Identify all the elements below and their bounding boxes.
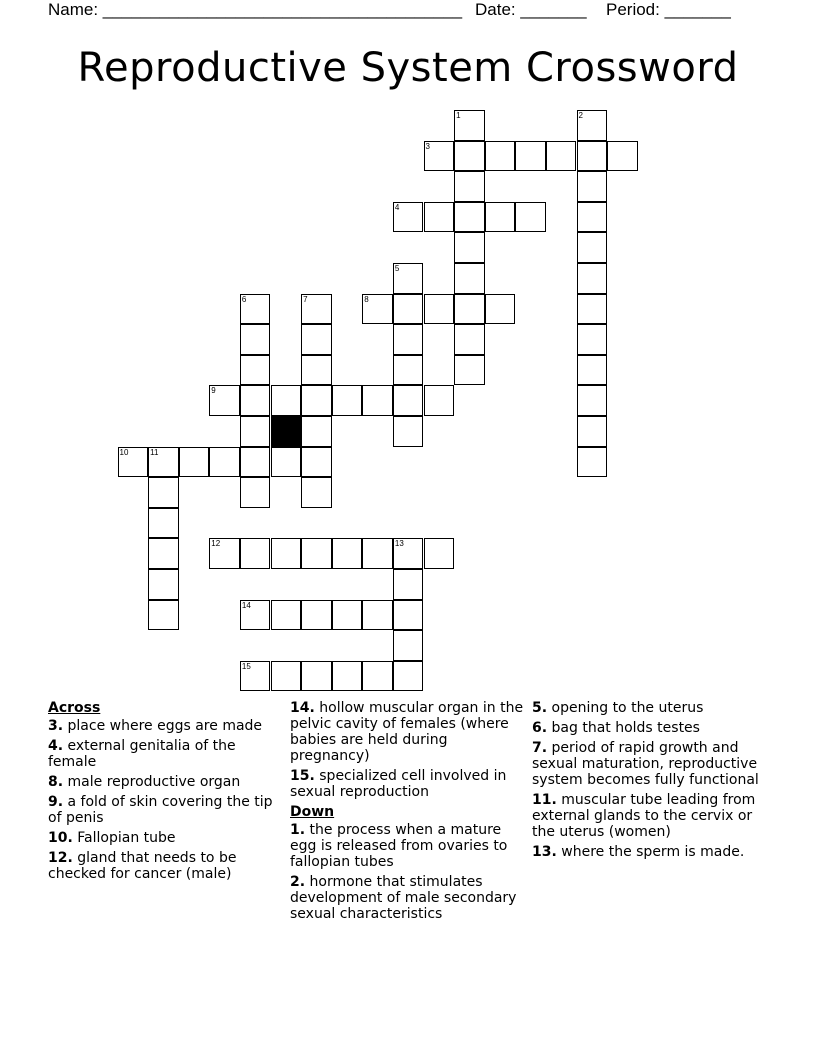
clue-across-3: 3. place where eggs are made [48,718,263,734]
grid-cell[interactable] [362,600,393,631]
grid-cell-3[interactable] [424,141,455,172]
clue-across-14: 14. hollow muscular organ in the pelvic cavity of females (where babies are held during pregnancy) [290,700,524,764]
grid-cell[interactable] [454,355,485,386]
grid-cell-15[interactable] [240,661,271,692]
clues-column-3 [532,700,772,864]
clue-down-6: 6. bag that holds testes [532,720,700,736]
grid-cell[interactable] [577,141,608,172]
grid-cell[interactable] [454,294,485,325]
page-title: Reproductive System Crossword [77,45,739,91]
grid-cell[interactable] [485,294,516,325]
grid-cell[interactable] [546,141,577,172]
clue-number-label: 6 [241,294,247,304]
grid-cell[interactable] [179,447,210,478]
clue-number-label: 15 [241,661,251,671]
grid-cell[interactable] [454,324,485,355]
grid-cell[interactable] [424,385,455,416]
grid-cell[interactable] [393,600,424,631]
clue-number-label: 3 [425,141,430,151]
grid-cell[interactable] [454,232,485,263]
clue-across-9: 9. a fold of skin covering the tip of penis [48,794,273,826]
grid-cell-11[interactable] [148,447,179,478]
grid-cell[interactable] [515,141,546,172]
grid-cell[interactable] [424,538,455,569]
grid-cell[interactable] [271,538,302,569]
period-field[interactable]: Period: _______ [606,0,731,19]
clue-down-7: 7. period of rapid growth and sexual maturation, reproductive system becomes fully functional [532,740,759,788]
grid-cell[interactable] [240,416,271,447]
grid-cell[interactable] [393,385,424,416]
grid-cell[interactable] [332,385,363,416]
grid-cell[interactable] [362,661,393,692]
grid-cell[interactable] [577,232,608,263]
grid-cell-2[interactable] [577,110,608,141]
grid-cell[interactable] [454,171,485,202]
grid-cell[interactable] [577,355,608,386]
grid-cell[interactable] [271,661,302,692]
grid-cell[interactable] [362,385,393,416]
clue-down-11: 11. muscular tube leading from external glands to the cervix or the uterus (women) [532,792,756,840]
clue-number-label: 2 [578,111,583,120]
date-field[interactable]: Date: _______ [475,0,587,19]
grid-cell[interactable] [148,569,179,600]
clue-across-15: 15. specialized cell involved in sexual reproduction [290,768,507,800]
grid-cell[interactable] [240,447,271,478]
grid-cell[interactable] [393,416,424,447]
name-field[interactable]: Name: ______________________________________ [48,0,463,19]
clue-down-5: 5. opening to the uterus [532,700,704,716]
grid-cell[interactable] [393,661,424,692]
clue-down-13: 13. where the sperm is made. [532,844,745,860]
clues-column-2 [290,700,526,926]
grid-cell[interactable] [271,600,302,631]
grid-cell[interactable] [577,385,608,416]
grid-cell[interactable] [454,202,485,233]
grid-cell[interactable] [332,538,363,569]
grid-cell[interactable] [240,324,271,355]
grid-cell[interactable] [240,477,271,508]
grid-cell[interactable] [393,324,424,355]
grid-cell[interactable] [301,416,332,447]
clue-number-label: 1 [456,111,461,120]
grid-cell[interactable] [454,141,485,172]
grid-cell-4[interactable] [393,202,424,233]
grid-cell-1[interactable] [454,110,485,141]
clue-number-label: 9 [211,386,216,396]
down-heading: Down [290,804,335,820]
clue-number-label: 8 [364,294,369,304]
grid-cell-7[interactable] [301,294,332,325]
clue-down-1: 1. the process when a mature egg is released from ovaries to fallopian tubes [290,822,508,870]
grid-cell[interactable] [209,447,240,478]
grid-cell[interactable] [424,294,455,325]
grid-cell[interactable] [301,600,332,631]
grid-cell-10[interactable] [118,447,149,478]
grid-cell-5[interactable] [393,263,424,294]
clue-number-label: 13 [394,539,404,549]
grid-cell[interactable] [362,538,393,569]
across-heading: Across [48,700,101,716]
clue-number-label: 4 [394,202,400,212]
grid-cell[interactable] [301,447,332,478]
grid-cell[interactable] [577,447,608,478]
clue-number-label: 12 [211,539,221,549]
grid-cell-14[interactable] [240,600,271,631]
grid-cell[interactable] [301,355,332,386]
grid-cell[interactable] [577,324,608,355]
grid-cell[interactable] [271,385,302,416]
grid-cell[interactable] [393,630,424,661]
clue-down-2: 2. hormone that stimulates development of male secondary sexual characteristics [290,874,517,922]
grid-cell[interactable] [577,202,608,233]
grid-cell[interactable] [485,141,516,172]
grid-cell[interactable] [424,202,455,233]
grid-cell[interactable] [393,294,424,325]
clue-across-4: 4. external genitalia of the female [48,738,236,770]
grid-cell[interactable] [485,202,516,233]
clue-number-label: 7 [303,294,308,304]
grid-cell[interactable] [577,171,608,202]
clue-number-label: 5 [394,264,400,273]
clues-column-1 [48,700,280,886]
grid-cell[interactable] [515,202,546,233]
grid-cell[interactable] [393,569,424,600]
grid-cell[interactable] [301,477,332,508]
grid-cell[interactable] [577,263,608,294]
grid-cell[interactable] [454,263,485,294]
grid-cell[interactable] [148,477,179,508]
grid-cell[interactable] [301,661,332,692]
grid-cell-8[interactable] [362,294,393,325]
clue-across-12: 12. gland that needs to be checked for cancer (male) [48,850,237,882]
grid-cell-13[interactable] [393,538,424,569]
grid-cell-6[interactable] [240,294,271,325]
grid-cell[interactable] [148,600,179,631]
grid-cell[interactable] [393,355,424,386]
grid-cell[interactable] [332,600,363,631]
clue-number-label: 11 [150,447,159,457]
grid-cell[interactable] [301,538,332,569]
grid-cell[interactable] [240,385,271,416]
grid-cell[interactable] [301,385,332,416]
grid-cell[interactable] [332,661,363,692]
clue-number-label: 14 [241,600,251,610]
grid-cell[interactable] [148,538,179,569]
grid-cell[interactable] [240,538,271,569]
grid-cell[interactable] [301,324,332,355]
grid-cell[interactable] [607,141,638,172]
clue-across-8: 8. male reproductive organ [48,774,241,790]
grid-cell[interactable] [240,355,271,386]
clue-number-label: 10 [119,447,129,457]
grid-cell[interactable] [577,416,608,447]
grid-cell-9[interactable] [209,385,240,416]
shaded-cell [271,416,302,447]
grid-cell-12[interactable] [209,538,240,569]
grid-cell[interactable] [577,294,608,325]
grid-cell[interactable] [148,508,179,539]
clue-across-10: 10. Fallopian tube [48,830,176,846]
grid-cell[interactable] [271,447,302,478]
